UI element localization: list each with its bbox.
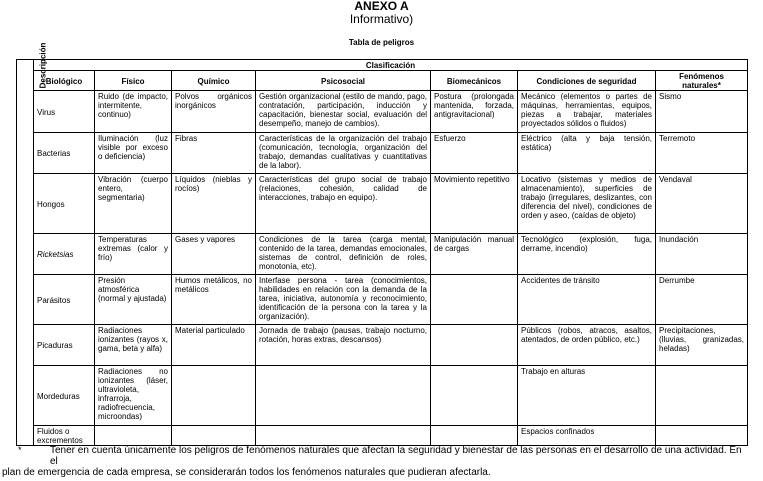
row-label: Bacterias bbox=[34, 133, 95, 174]
table-cell: Presión atmosférica (normal y ajustada) bbox=[95, 275, 172, 325]
column-header: Biomecánicos bbox=[431, 71, 518, 91]
table-cell: Material particulado bbox=[172, 325, 256, 366]
table-cell: Características del grupo social de trabajo (relaciones, cohesión, calidad de interacciones, trabajo en equipo). bbox=[256, 174, 431, 234]
row-label: Picaduras bbox=[34, 325, 95, 366]
table-cell: Fibras bbox=[172, 133, 256, 174]
table-cell: Tecnológico (explosión, fuga, derrame, incendio) bbox=[518, 234, 656, 275]
row-label: Hongos bbox=[34, 174, 95, 234]
table-cell bbox=[431, 426, 518, 446]
table-cell: Postura (prolongada mantenida, forzada, antigravitacional) bbox=[431, 91, 518, 133]
table-row bbox=[17, 426, 748, 446]
column-header: Fenómenos naturales* bbox=[656, 71, 748, 91]
table-cell bbox=[172, 426, 256, 446]
table-row bbox=[17, 174, 748, 234]
column-header: Biológico bbox=[34, 71, 95, 91]
table-cell: Ruido (de impacto, intermitente, continuo) bbox=[95, 91, 172, 133]
column-header: Condiciones de seguridad bbox=[518, 71, 656, 91]
table-cell: Gestión organizacional (estilo de mando, pago, contratación, participación, inducción y capacitación, bienestar social, evaluación del desempeño, manejo de cambios). bbox=[256, 91, 431, 133]
column-header: Químico bbox=[172, 71, 256, 91]
table-row bbox=[17, 234, 748, 275]
table-cell: Públicos (robos, atracos, asaltos, atentados, de orden público, etc.) bbox=[518, 325, 656, 366]
table-cell: Eléctrico (alta y baja tensión, estática) bbox=[518, 133, 656, 174]
column-header: Psicosocial bbox=[256, 71, 431, 91]
table-cell: Características de la organización del trabajo (comunicación, tecnología, organización del trabajo, demandas cualitativas y cuantitativas de la labor). bbox=[256, 133, 431, 174]
annex-subtitle: Informativo) bbox=[349, 12, 414, 26]
table-cell bbox=[256, 426, 431, 446]
table-cell: Manipulación manual de cargas bbox=[431, 234, 518, 275]
table-cell: Radiaciones ionizantes (rayos x, gama, beta y alfa) bbox=[95, 325, 172, 366]
annex-title: ANEXO A bbox=[354, 0, 409, 13]
classification-header: Clasificación bbox=[34, 60, 748, 71]
table-cell: Iluminación (luz visible por exceso o deficiencia) bbox=[95, 133, 172, 174]
table-cell: Gases y vapores bbox=[172, 234, 256, 275]
table-cell: Jornada de trabajo (pausas, trabajo nocturno, rotación, horas extras, descansos) bbox=[256, 325, 431, 366]
row-label: Fluidos o excrementos bbox=[34, 426, 95, 446]
table-cell bbox=[95, 426, 172, 446]
table-cell bbox=[256, 366, 431, 426]
table-cell: Inundación bbox=[656, 234, 748, 275]
footnote-marker: * bbox=[18, 445, 22, 455]
table-cell: Sismo bbox=[656, 91, 748, 133]
table-cell: Terremoto bbox=[656, 133, 748, 174]
table-cell: Esfuerzo bbox=[431, 133, 518, 174]
table-row bbox=[17, 91, 748, 133]
footnote-line-1: Tener en cuenta únicamente los peligros de fenómenos naturales que afectan la seguridad y bienestar de las personas en el desarrollo de una actividad. En el bbox=[50, 445, 742, 467]
table-cell: Interfase persona - tarea (conocimientos, habilidades en relación con la demanda de la tarea, iniciativa, autonomía y reconocimiento, identificación de la persona con la tarea y la organización). bbox=[256, 275, 431, 325]
table-cell: Espacios confinados bbox=[518, 426, 656, 446]
table-row bbox=[17, 275, 748, 325]
footnote-line-2: plan de emergencia de cada empresa, se considerarán todos los fenómenos naturales que pudieran afectarla. bbox=[2, 467, 491, 478]
table-title: Tabla de peligros bbox=[348, 38, 415, 47]
table-cell: Líquidos (nieblas y rocíos) bbox=[172, 174, 256, 234]
table-cell: Derrumbe bbox=[656, 275, 748, 325]
table-row bbox=[17, 133, 748, 174]
table-cell: Precipitaciones, (lluvias, granizadas, heladas) bbox=[656, 325, 748, 366]
footnote bbox=[2, 445, 745, 478]
table-cell: Radiaciones no ionizantes (láser, ultravioleta, infrarroja, radiofrecuencia, microondas) bbox=[95, 366, 172, 426]
row-label: Mordeduras bbox=[34, 366, 95, 426]
row-label: Parásitos bbox=[34, 275, 95, 325]
table-cell: Humos metálicos, no metálicos bbox=[172, 275, 256, 325]
table-row bbox=[17, 366, 748, 426]
table-cell: Movimiento repetitivo bbox=[431, 174, 518, 234]
table-cell bbox=[431, 275, 518, 325]
column-header: Físico bbox=[95, 71, 172, 91]
table-row bbox=[17, 325, 748, 366]
table-cell: Mecánico (elementos o partes de máquinas, herramientas, equipos, piezas a trabajar, materiales proyectados sólidos o fluidos) bbox=[518, 91, 656, 133]
table-cell bbox=[172, 366, 256, 426]
table-cell bbox=[656, 366, 748, 426]
table-cell bbox=[431, 325, 518, 366]
row-label: Ricketsias bbox=[34, 234, 95, 275]
table-cell: Vendaval bbox=[656, 174, 748, 234]
table-cell bbox=[656, 426, 748, 446]
table-cell: Trabajo en alturas bbox=[518, 366, 656, 426]
table-cell: Accidentes de tránsito bbox=[518, 275, 656, 325]
description-label: Descripción bbox=[38, 42, 48, 89]
table-cell: Condiciones de la tarea (carga mental, contenido de la tarea, demandas emocionales, sistemas de control, definición de roles, monotonía, etc). bbox=[256, 234, 431, 275]
column-header-row bbox=[17, 71, 748, 91]
table-cell: Vibración (cuerpo entero, segmentaria) bbox=[95, 174, 172, 234]
table-cell: Temperaturas extremas (calor y frío) bbox=[95, 234, 172, 275]
table-cell: Locativo (sistemas y medios de almacenamiento), superficies de trabajo (irregulares, deslizantes, con diferencia del nivel), condiciones de orden y aseo, (caídas de objeto) bbox=[518, 174, 656, 234]
table-cell: Polvos orgánicos inorgánicos bbox=[172, 91, 256, 133]
row-label: Virus bbox=[34, 91, 95, 133]
table-cell bbox=[431, 366, 518, 426]
